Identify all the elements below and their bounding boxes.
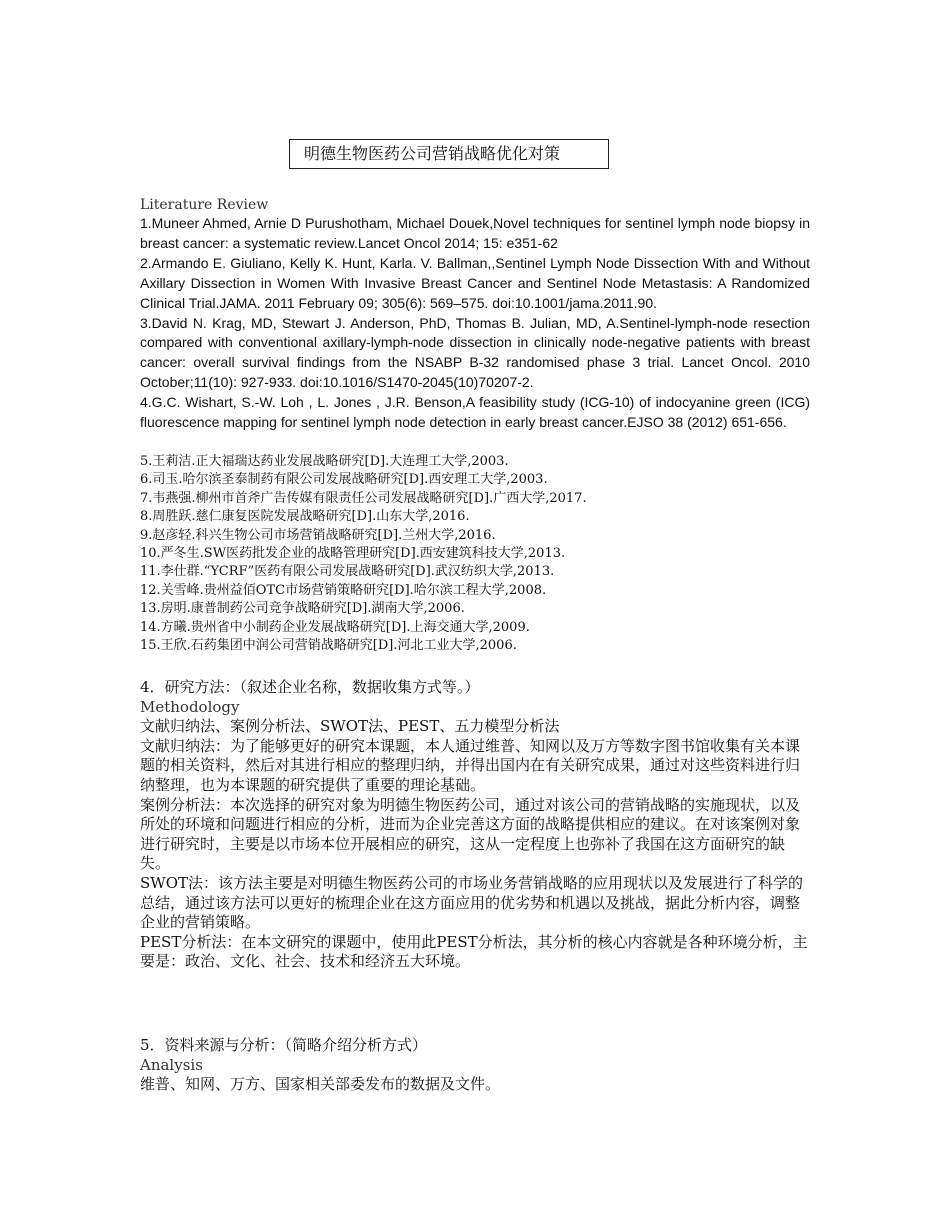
reference-item: 13.房明.康普制药公司竞争战略研究[D].湖南大学,2006. <box>140 601 465 617</box>
reference-item: 7.韦燕强.柳州市首斧广告传媒有限责任公司发展战略研究[D].广西大学,2017. <box>140 490 587 506</box>
reference-item: 6.司玉.哈尔滨圣泰制药有限公司发展战略研究[D].西安理工大学,2003. <box>140 472 548 488</box>
reference-item: 3.David N. Krag, MD, Stewart J. Anderson, PhD, Thomas B. Julian, MD, A.Sentinel-lymph-node resection compared with conventional axillary-lymph-node dissection in clinically node-negative patients with breast cancer: overall survival findings from the NSABP B-32 randomised phase 3 trial. Lancet Oncol. 2010 October;11(10): 927-933. doi:10.1016/S1470-2045(10)70207-2. <box>140 314 810 391</box>
reference-item: 4.G.C. Wishart, S.-W. Loh , L. Jones , J.R. Benson,A feasibility study (ICG-10) of indocyanine green (ICG) fluorescence mapping for sentinel lymph node detection in early breast cancer.EJSO 38 (2012) 651-656. <box>140 394 810 431</box>
reference-item: 1.Muneer Ahmed, Arnie D Purushotham, Michael Douek,Novel techniques for sentinel lymph node biopsy in breast cancer: a systematic review.Lancet Oncol 2014; 15: e351-62 <box>140 215 810 251</box>
section-heading: 5．资料来源与分析：（简略介绍分析方式） <box>140 1036 428 1054</box>
methods-line: 文献归纳法、案例分析法、SWOT法、PEST、五力模型分析法 <box>140 717 560 736</box>
section-english-label: Analysis <box>140 1055 203 1074</box>
analysis-section <box>140 1036 810 1095</box>
analysis-content: 维普、知网、万方、国家相关部委发布的数据及文件。 <box>140 1075 501 1094</box>
reference-item: 5.王莉洁.正大福瑞达药业发展战略研究[D].大连理工大学,2003. <box>140 454 509 469</box>
reference-item: 10.严冬生.SW医药批发企业的战略管理研究[D].西安建筑科技大学,2013. <box>140 546 566 562</box>
reference-item: 15.王欣.石药集团中润公司营销战略研究[D].河北工业大学,2006. <box>140 638 517 654</box>
method-paragraph: SWOT法：该方法主要是对明德生物医药公司的市场业务营销战略的应用现状以及发展进行了科学的总结，通过该方法可以更好的梳理企业在这方面应用的优劣势和机遇以及挑战，据此分析内容，调整企业的营销策略。 <box>140 873 803 932</box>
reference-item: 2.Armando E. Giuliano, Kelly K. Hunt, Karla. V. Ballman,,Sentinel Lymph Node Dissection With and Without Axillary Dissection in Women With Invasive Breast Cancer and Sentinel Node Metastasis: A Randomized Clinical Trial.JAMA. 2011 February 09; 305(6): 569–575. doi:10.1001/jama.2011.90. <box>140 254 810 311</box>
reference-item: 14.方曦.贵州省中小制药企业发展战略研究[D].上海交通大学,2009. <box>140 619 530 635</box>
chinese-references <box>140 453 810 655</box>
reference-item: 8.周胜跃.慈仁康复医院发展战略研究[D].山东大学,2016. <box>140 509 470 525</box>
method-paragraph: 案例分析法：本次选择的研究对象为明德生物医药公司，通过对该公司的营销战略的实施现状，以及所处的环境和问题进行相应的分析，进而为企业完善这方面的战略提供相应的建议。在对该案例对象进行研究时，主要是以市场本位开展相应的研究，这从一定程度上也弥补了我国在这方面研究的缺失。 <box>140 795 801 873</box>
reference-item: 9.赵彦轻.科兴生物公司市场营销战略研究[D].兰州大学,2016. <box>140 527 496 543</box>
reference-item: 12.关雪峰.贵州益佰OTC市场营销策略研究[D].哈尔滨工程大学,2008. <box>140 582 547 598</box>
methodology-section <box>140 678 810 972</box>
section-heading: 4．研究方法：（叙述企业名称，数据收集方式等。） <box>140 678 480 696</box>
method-paragraph: PEST分析法：在本文研究的课题中，使用此PEST分析法，其分析的核心内容就是各种环境分析，主要是：政治、文化、社会、技术和经济五大环境。 <box>140 932 808 971</box>
literature-review-heading: Literature Review <box>140 197 269 213</box>
english-references <box>140 214 810 433</box>
section-english-label: Methodology <box>140 697 240 716</box>
method-paragraph: 文献归纳法：为了能够更好的研究本课题，本人通过维普、知网以及万方等数字图书馆收集有关本课题的相关资料，然后对其进行相应的整理归纳，并得出国内在有关研究成果，通过对这些资料进行归纳整理，也为本课题的研究提供了重要的理论基础。 <box>140 736 801 794</box>
page-title: 明德生物医药公司营销战略优化对策 <box>289 139 609 169</box>
reference-item: 11.李仕群.“YCRF”医药有限公司发展战略研究[D].武汉纺织大学,2013. <box>140 564 555 580</box>
